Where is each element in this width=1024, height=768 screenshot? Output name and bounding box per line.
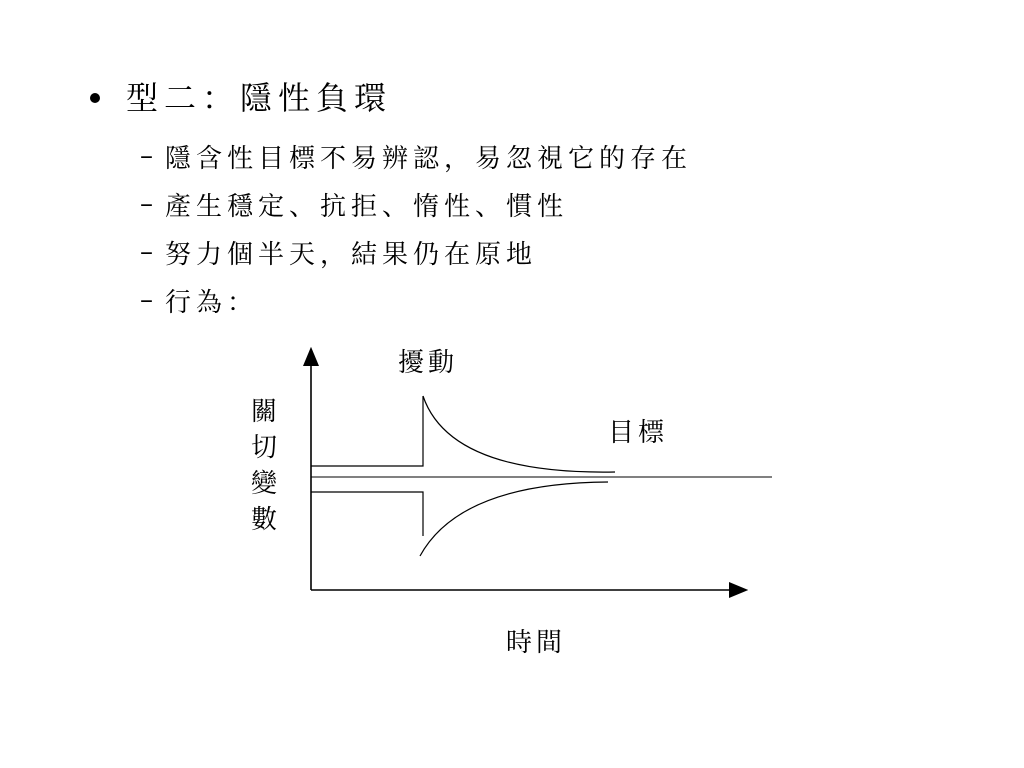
y-axis-label xyxy=(249,394,279,538)
y-axis-label-char: 切 xyxy=(250,433,277,463)
y-axis-label-char: 數 xyxy=(250,505,277,535)
lower-trace xyxy=(311,492,423,536)
upper-decay-curve xyxy=(423,396,615,472)
sub-item xyxy=(140,228,692,276)
bullet-icon xyxy=(90,93,100,103)
dash-icon: – xyxy=(140,141,153,171)
dash-icon: – xyxy=(140,189,153,219)
sub-item xyxy=(140,132,692,180)
heading-row xyxy=(90,78,392,118)
sub-item-text: 行為： xyxy=(165,287,259,318)
sub-item-text: 產生穩定、抗拒、惰性、慣性 xyxy=(165,191,569,222)
disturbance-label: 擾動 xyxy=(398,348,459,378)
upper-trace xyxy=(311,396,423,466)
dash-icon: – xyxy=(140,237,153,267)
goal-label: 目標 xyxy=(608,418,669,448)
sub-item-text: 努力個半天，結果仍在原地 xyxy=(165,239,538,270)
lower-recovery-curve xyxy=(420,482,608,556)
sub-item-text: 隱含性目標不易辨認，易忽視它的存在 xyxy=(165,143,693,174)
sub-item xyxy=(140,276,692,324)
heading-text: 型二：隱性負環 xyxy=(126,79,393,117)
sub-list xyxy=(140,132,692,324)
dash-icon: – xyxy=(140,285,153,315)
y-axis-label-char: 變 xyxy=(250,469,277,499)
y-axis-label-char: 關 xyxy=(250,397,277,427)
behavior-diagram xyxy=(240,340,800,610)
sub-item xyxy=(140,180,692,228)
x-axis-label: 時間 xyxy=(506,628,567,658)
